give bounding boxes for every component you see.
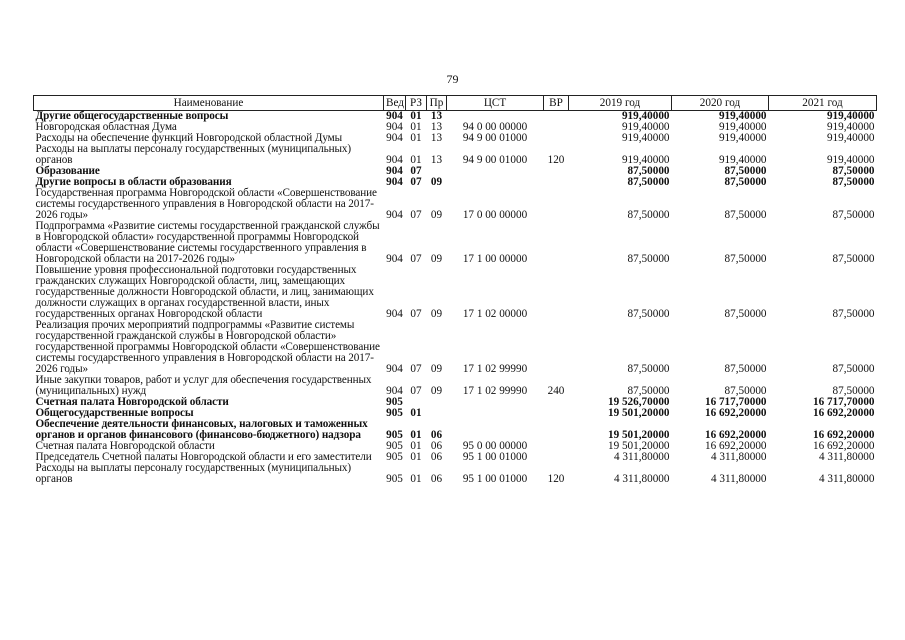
cell-2021: 4 311,80000 xyxy=(818,451,875,463)
cell-name: Счетная палата Новгородской области xyxy=(35,396,229,408)
cell-2019: 87,50000 xyxy=(627,253,670,265)
cell-2020: 87,50000 xyxy=(724,176,767,188)
cell-2020: 16 692,20000 xyxy=(704,440,767,452)
budget-table xyxy=(33,95,877,485)
cell-2019: 87,50000 xyxy=(627,176,670,188)
cell-cst: 94 9 00 01000 xyxy=(462,154,528,166)
col-header-name: Наименование xyxy=(34,96,384,111)
cell-2020: 87,50000 xyxy=(724,209,767,221)
cell-2021: 87,50000 xyxy=(832,209,875,221)
cell-2020: 4 311,80000 xyxy=(710,473,767,485)
cell-cst xyxy=(447,397,544,408)
cell-pr: 13 xyxy=(430,110,443,122)
cell-2021: 87,50000 xyxy=(832,308,875,320)
cell-cst: 17 1 00 00000 xyxy=(462,253,528,265)
cell-vr xyxy=(544,441,569,452)
cell-2020: 87,50000 xyxy=(724,253,767,265)
cell-vr xyxy=(544,419,569,441)
cell-pr: 09 xyxy=(430,308,443,320)
cell-2020: 919,40000 xyxy=(718,132,767,144)
cell-cst xyxy=(447,419,544,441)
cell-vr: 240 xyxy=(547,385,565,397)
cell-ved: 904 xyxy=(386,132,403,144)
cell-2020: 919,40000 xyxy=(718,110,767,122)
cell-cst: 95 1 00 01000 xyxy=(462,451,528,463)
cell-2021: 87,50000 xyxy=(832,176,875,188)
cell-vr xyxy=(544,122,569,133)
cell-cst: 94 9 00 01000 xyxy=(462,132,528,144)
cell-2019: 4 311,80000 xyxy=(613,451,670,463)
cell-ved: 904 xyxy=(386,165,403,177)
cell-2020: 4 311,80000 xyxy=(710,451,767,463)
cell-2019: 919,40000 xyxy=(621,132,670,144)
cell-pr: 06 xyxy=(430,473,443,485)
cell-name: Образование xyxy=(35,165,100,177)
cell-2020: 16 692,20000 xyxy=(704,429,767,441)
cell-ved: 904 xyxy=(386,110,403,122)
cell-2020: 919,40000 xyxy=(718,121,767,133)
cell-2019: 19 501,20000 xyxy=(607,440,670,452)
cell-vr xyxy=(544,177,569,188)
cell-rz: 07 xyxy=(410,363,422,375)
cell-name: Реализация прочих мероприятий подпрограммы «Развитие системы государственной гражданской службы в Новгородской области» государственной программы Новгородской области «Совершенствование системы государственного управления в Новгородской области на 2017-2026 годы» xyxy=(35,319,380,375)
cell-rz: 01 xyxy=(410,451,422,463)
cell-name: Новгородская областная Дума xyxy=(35,121,177,133)
cell-2020: 87,50000 xyxy=(724,363,767,375)
cell-2020: 87,50000 xyxy=(724,165,767,177)
col-header-2021: 2021 год xyxy=(769,96,877,111)
table-row xyxy=(34,375,877,397)
cell-vr xyxy=(544,320,569,375)
cell-2020: 919,40000 xyxy=(718,154,767,166)
cell-2020: 16 717,70000 xyxy=(704,396,767,408)
col-header-ved: Вед xyxy=(384,96,406,111)
cell-name: Государственная программа Новгородской области «Совершенствование системы государственного управления в Новгородской области на 2017-2026 годы» xyxy=(35,187,377,221)
table-row xyxy=(34,463,877,485)
cell-2019: 19 526,70000 xyxy=(607,396,670,408)
cell-rz: 07 xyxy=(410,308,422,320)
col-header-2020: 2020 год xyxy=(672,96,769,111)
cell-2021: 919,40000 xyxy=(826,110,875,122)
cell-vr xyxy=(544,188,569,221)
cell-rz: 07 xyxy=(410,165,422,177)
table-row xyxy=(34,265,877,320)
table-row xyxy=(34,221,877,265)
cell-pr: 09 xyxy=(430,363,443,375)
cell-cst xyxy=(447,166,544,177)
cell-2019: 19 501,20000 xyxy=(607,429,670,441)
cell-2019: 87,50000 xyxy=(627,308,670,320)
cell-vr xyxy=(544,221,569,265)
cell-2020: 87,50000 xyxy=(724,385,767,397)
cell-pr: 13 xyxy=(430,154,443,166)
cell-name: Счетная палата Новгородской области xyxy=(35,440,215,452)
cell-ved: 904 xyxy=(386,253,403,265)
cell-2019: 4 311,80000 xyxy=(613,473,670,485)
cell-rz: 01 xyxy=(410,132,422,144)
cell-ved: 905 xyxy=(386,451,403,463)
col-header-pr: Пр xyxy=(427,96,447,111)
cell-cst xyxy=(447,408,544,419)
cell-2020: 87,50000 xyxy=(724,308,767,320)
cell-rz: 01 xyxy=(410,407,422,419)
cell-name: Повышение уровня профессиональной подготовки государственных гражданских служащих Новгородской области, лиц, замещающих государственные должности Новгородской области, и лиц, занимающих должности служащих в органах государственной власти, иных государственных органах Новгородской области xyxy=(35,264,374,320)
cell-vr xyxy=(544,133,569,144)
cell-name: Подпрограмма «Развитие системы государственной гражданской службы в Новгородской области» государственной программы Новгородской области «Совершенствование системы государственного управления в Новгородской области на 2017-2026 годы» xyxy=(35,220,380,265)
cell-ved: 904 xyxy=(386,121,403,133)
cell-ved: 904 xyxy=(386,308,403,320)
cell-cst: 17 1 02 99990 xyxy=(462,385,528,397)
cell-2021: 16 717,70000 xyxy=(812,396,875,408)
cell-2021: 16 692,20000 xyxy=(812,440,875,452)
cell-pr: 06 xyxy=(430,440,443,452)
cell-pr: 06 xyxy=(430,451,443,463)
cell-2019: 19 501,20000 xyxy=(607,407,670,419)
cell-2021: 4 311,80000 xyxy=(818,473,875,485)
cell-rz: 01 xyxy=(410,110,422,122)
cell-2019: 919,40000 xyxy=(621,121,670,133)
table-header-row xyxy=(34,96,877,111)
table-row xyxy=(34,419,877,441)
col-header-vr: ВР xyxy=(544,96,569,111)
table-row xyxy=(34,188,877,221)
cell-cst: 17 1 02 00000 xyxy=(462,308,528,320)
cell-vr xyxy=(544,166,569,177)
cell-ved: 905 xyxy=(386,429,403,441)
cell-name: Расходы на выплаты персоналу государственных (муниципальных) органов xyxy=(35,462,352,485)
cell-ved: 904 xyxy=(386,363,403,375)
cell-2021: 87,50000 xyxy=(832,385,875,397)
cell-2019: 87,50000 xyxy=(627,363,670,375)
cell-vr xyxy=(544,111,569,123)
cell-2021: 919,40000 xyxy=(826,121,875,133)
cell-pr: 13 xyxy=(430,132,443,144)
cell-pr: 09 xyxy=(430,209,443,221)
cell-vr xyxy=(544,397,569,408)
cell-2019: 919,40000 xyxy=(621,110,670,122)
cell-name: Расходы на обеспечение функций Новгородской областной Думы xyxy=(35,132,343,144)
cell-rz: 07 xyxy=(410,176,422,188)
cell-pr: 09 xyxy=(430,176,443,188)
cell-vr xyxy=(544,408,569,419)
cell-ved: 904 xyxy=(386,176,403,188)
cell-vr: 120 xyxy=(547,473,565,485)
cell-pr xyxy=(427,397,447,408)
cell-rz: 01 xyxy=(410,473,422,485)
cell-2019: 87,50000 xyxy=(627,385,670,397)
col-header-cst: ЦСТ xyxy=(447,96,544,111)
cell-rz: 01 xyxy=(410,121,422,133)
cell-2021: 919,40000 xyxy=(826,154,875,166)
cell-2021: 16 692,20000 xyxy=(812,429,875,441)
cell-vr xyxy=(544,265,569,320)
cell-2021: 87,50000 xyxy=(832,363,875,375)
cell-rz: 01 xyxy=(410,154,422,166)
cell-rz: 01 xyxy=(410,440,422,452)
cell-vr: 120 xyxy=(547,154,565,166)
cell-rz: 01 xyxy=(410,429,422,441)
cell-cst: 17 0 00 00000 xyxy=(462,209,528,221)
cell-ved: 905 xyxy=(386,396,403,408)
cell-pr: 13 xyxy=(430,121,443,133)
cell-rz: 07 xyxy=(410,253,422,265)
cell-rz: 07 xyxy=(410,385,422,397)
cell-name: Другие вопросы в области образования xyxy=(35,176,232,188)
cell-2021: 16 692,20000 xyxy=(812,407,875,419)
cell-cst: 17 1 02 99990 xyxy=(462,363,528,375)
cell-2019: 87,50000 xyxy=(627,165,670,177)
cell-pr: 09 xyxy=(430,253,443,265)
cell-cst xyxy=(447,177,544,188)
cell-2021: 87,50000 xyxy=(832,253,875,265)
cell-ved: 905 xyxy=(386,473,403,485)
cell-2019: 87,50000 xyxy=(627,209,670,221)
cell-ved: 904 xyxy=(386,385,403,397)
cell-vr xyxy=(544,452,569,463)
cell-ved: 905 xyxy=(386,440,403,452)
cell-pr xyxy=(427,408,447,419)
cell-ved: 904 xyxy=(386,209,403,221)
col-header-2019: 2019 год xyxy=(569,96,672,111)
cell-rz: 07 xyxy=(410,209,422,221)
cell-2020: 16 692,20000 xyxy=(704,407,767,419)
cell-ved: 904 xyxy=(386,154,403,166)
cell-name: Председатель Счетной палаты Новгородской области и его заместители xyxy=(35,451,372,463)
cell-2021: 87,50000 xyxy=(832,165,875,177)
cell-cst: 95 1 00 01000 xyxy=(462,473,528,485)
cell-name: Расходы на выплаты персоналу государственных (муниципальных) органов xyxy=(35,143,352,166)
table-body xyxy=(34,111,877,486)
cell-pr: 09 xyxy=(430,385,443,397)
table-row xyxy=(34,320,877,375)
cell-name: Другие общегосударственные вопросы xyxy=(35,110,229,122)
page-number: 79 xyxy=(446,72,459,86)
cell-name: Общегосударственные вопросы xyxy=(35,407,194,419)
table-row xyxy=(34,144,877,166)
cell-cst: 95 0 00 00000 xyxy=(462,440,528,452)
cell-name: Обеспечение деятельности финансовых, налоговых и таможенных органов и органов финансового (финансово-бюджетного) надзора xyxy=(35,418,368,441)
cell-2019: 919,40000 xyxy=(621,154,670,166)
col-header-rz: РЗ xyxy=(406,96,427,111)
cell-ved: 905 xyxy=(386,407,403,419)
cell-2021: 919,40000 xyxy=(826,132,875,144)
cell-pr: 06 xyxy=(430,429,443,441)
cell-name: Иные закупки товаров, работ и услуг для обеспечения государственных (муниципальных) нужд xyxy=(35,374,372,397)
cell-cst: 94 0 00 00000 xyxy=(462,121,528,133)
